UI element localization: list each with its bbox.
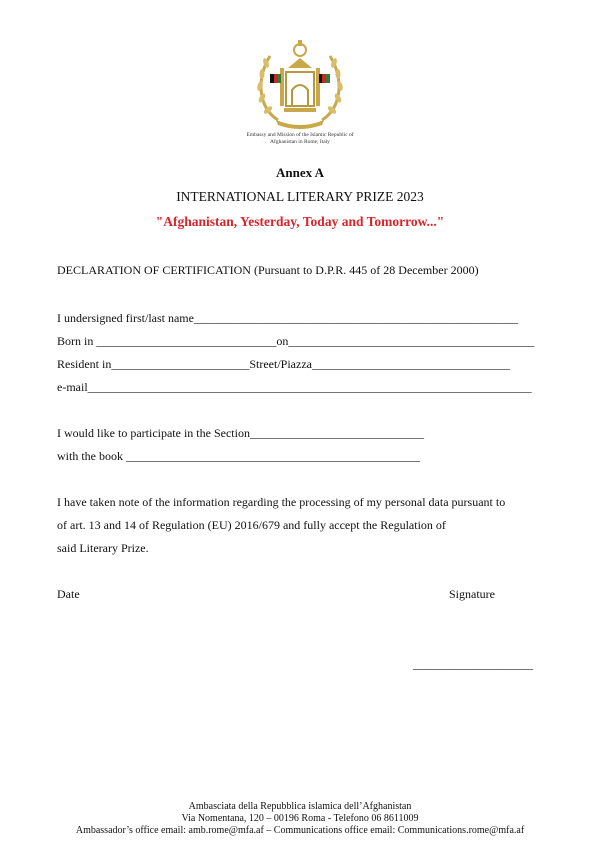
consent-line-1: I have taken note of the information regarding the processing of my personal data pursuant to (57, 495, 506, 509)
consent-line-3: said Literary Prize. (57, 541, 149, 555)
national-emblem-icon (248, 28, 352, 132)
email-field[interactable]: e-mail__________________________________________________________________________ (57, 380, 532, 394)
book-field[interactable]: with the book _________________________________________________ (57, 449, 420, 463)
signature-line[interactable]: ____________________ (413, 657, 533, 671)
birth-field[interactable]: Born in ______________________________on_________________________________________ (57, 334, 535, 348)
section-field[interactable]: I would like to participate in the Section_____________________________ (57, 426, 424, 440)
footer-line-3: Ambassador’s office email: amb.rome@mfa.af – Communications office email: Communications.rome@mfa.af (75, 825, 525, 836)
prize-title: INTERNATIONAL LITERARY PRIZE 2023 (176, 189, 424, 204)
footer-line-1: Ambasciata della Repubblica islamica dell’Afghanistan (188, 801, 412, 812)
prize-subtitle: "Afghanistan, Yesterday, Today and Tomorrow..." (155, 214, 445, 229)
declaration-heading: DECLARATION OF CERTIFICATION (Pursuant to D.P.R. 445 of 28 December 2000) (57, 263, 479, 277)
name-field[interactable]: I undersigned first/last name______________________________________________________ (57, 311, 518, 325)
consent-line-2: of art. 13 and 14 of Regulation (EU) 2016/679 and fully accept the Regulation of (57, 518, 446, 532)
residence-field[interactable]: Resident in_______________________Street/Piazza_________________________________ (57, 357, 510, 371)
annex-title: Annex A (275, 165, 325, 180)
date-label: Date (57, 587, 80, 601)
embassy-caption (230, 132, 370, 146)
footer-line-2: Via Nomentana, 120 – 00196 Roma - Telefono 06 8611009 (181, 813, 419, 824)
signature-label: Signature (449, 587, 495, 601)
embassy-line-2: Afghanistan in Rome, Italy (270, 139, 330, 145)
embassy-line-1: Embassy and Mission of the Islamic Republic of (246, 132, 354, 138)
